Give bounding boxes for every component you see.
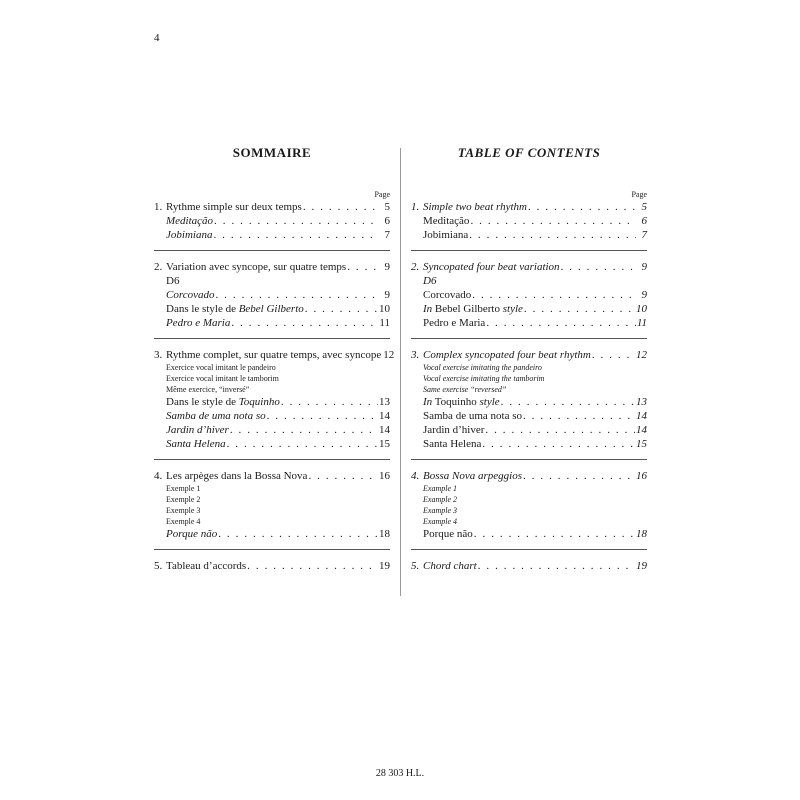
table-of-contents-column bbox=[411, 145, 647, 573]
dot-leader bbox=[501, 395, 635, 409]
entry-title-part: Chord chart bbox=[423, 560, 477, 572]
entry-title-part: In bbox=[423, 303, 433, 315]
toc-entry bbox=[154, 384, 390, 395]
entry-title-part: Samba de uma nota so bbox=[423, 410, 522, 422]
toc-entry bbox=[154, 469, 390, 483]
entry-title bbox=[423, 505, 457, 516]
toc-entry bbox=[411, 409, 647, 423]
entry-title bbox=[423, 483, 457, 494]
entry-title-part: Exemple 4 bbox=[166, 517, 201, 526]
toc-entry bbox=[411, 288, 647, 302]
page-column-header: Page bbox=[374, 190, 390, 199]
entry-title bbox=[423, 228, 468, 242]
entry-page-number: 18 bbox=[379, 528, 390, 540]
section-separator bbox=[411, 549, 647, 550]
toc-entry bbox=[154, 214, 390, 228]
toc-entry bbox=[154, 348, 395, 362]
dot-leader bbox=[213, 228, 379, 242]
entry-title bbox=[166, 214, 213, 228]
sommaire-sections bbox=[154, 200, 395, 573]
dot-leader bbox=[523, 469, 635, 483]
entry-page-number: 16 bbox=[379, 470, 390, 482]
section-separator bbox=[154, 250, 390, 251]
entry-page-number: 19 bbox=[636, 560, 647, 572]
entry-title-part: Pedro e Maria bbox=[423, 317, 486, 329]
entry-title bbox=[423, 384, 506, 395]
entry-title-part: Same exercise “reversed” bbox=[423, 385, 507, 394]
dot-leader bbox=[474, 527, 635, 541]
dot-leader bbox=[528, 200, 636, 214]
toc-entry bbox=[411, 395, 647, 409]
toc-entry bbox=[154, 505, 390, 516]
entry-title bbox=[423, 302, 523, 316]
toc-entry bbox=[411, 200, 647, 214]
entry-title-part: Example 3 bbox=[423, 506, 457, 515]
entry-title bbox=[423, 516, 457, 527]
entry-title bbox=[166, 348, 381, 362]
entry-title bbox=[166, 494, 200, 505]
dot-leader bbox=[486, 316, 636, 330]
toc-entry bbox=[411, 348, 647, 362]
entry-title-part: Pedro e Maria bbox=[166, 317, 231, 329]
entry-number: 5. bbox=[411, 560, 420, 572]
entry-page-number: 14 bbox=[636, 424, 647, 436]
entry-title-part: Samba de uma nota so bbox=[166, 410, 266, 422]
entry-title-part: Porque não bbox=[423, 528, 473, 540]
entry-page-number: 7 bbox=[641, 229, 647, 241]
table-of-contents-sections bbox=[411, 200, 647, 573]
entry-title-part: Santa Helena bbox=[423, 438, 482, 450]
entry-title bbox=[166, 274, 179, 288]
section-separator bbox=[154, 459, 390, 460]
section-separator bbox=[154, 549, 390, 550]
entry-page-number: 6 bbox=[641, 215, 647, 227]
entry-title-part: Example 4 bbox=[423, 517, 457, 526]
dot-leader bbox=[267, 409, 378, 423]
entry-title bbox=[423, 437, 481, 451]
entry-page-number: 14 bbox=[379, 424, 390, 436]
entry-title bbox=[423, 316, 485, 330]
entry-page-number: 9 bbox=[641, 289, 647, 301]
entry-number: 3. bbox=[154, 349, 163, 361]
toc-entry bbox=[411, 316, 647, 330]
entry-title bbox=[423, 395, 500, 409]
dot-leader bbox=[303, 200, 379, 214]
toc-section bbox=[154, 469, 390, 541]
dot-leader bbox=[214, 214, 379, 228]
entry-title bbox=[166, 288, 214, 302]
dot-leader bbox=[215, 288, 379, 302]
toc-entry bbox=[154, 228, 390, 242]
entry-page-number: 12 bbox=[383, 349, 395, 361]
entry-title-part: Exemple 2 bbox=[166, 495, 201, 504]
entry-title-part: Jobimiana bbox=[166, 229, 213, 241]
toc-entry bbox=[154, 483, 390, 494]
dot-leader bbox=[218, 527, 378, 541]
entry-page-number: 9 bbox=[384, 261, 390, 273]
entry-page-number: 13 bbox=[636, 396, 647, 408]
toc-entry bbox=[154, 302, 390, 316]
section-separator bbox=[411, 338, 647, 339]
entry-page-number: 9 bbox=[384, 289, 390, 301]
entry-number: 1. bbox=[154, 201, 163, 213]
toc-entry bbox=[154, 437, 390, 451]
footer-reference: 28 303 H.L. bbox=[375, 768, 425, 779]
entry-title bbox=[423, 373, 544, 384]
toc-section bbox=[154, 559, 390, 573]
entry-page-number: 12 bbox=[636, 349, 647, 361]
entry-title bbox=[166, 409, 266, 423]
column-divider bbox=[400, 148, 401, 596]
entry-title bbox=[166, 423, 229, 437]
dot-leader bbox=[478, 559, 635, 573]
entry-title-part: Jardin d’hiver bbox=[166, 424, 229, 436]
entry-page-number: 11 bbox=[379, 317, 390, 329]
entry-title bbox=[166, 200, 302, 214]
toc-entry bbox=[154, 288, 390, 302]
toc-section bbox=[154, 348, 395, 451]
sommaire-column bbox=[154, 145, 395, 573]
entry-title bbox=[166, 373, 279, 384]
entry-title-part: Porque não bbox=[166, 528, 218, 540]
entry-number: 2. bbox=[154, 261, 163, 273]
entry-title-part: Vocal exercise imitating the tamborim bbox=[423, 374, 545, 383]
dot-leader bbox=[247, 559, 378, 573]
dot-leader bbox=[281, 395, 378, 409]
entry-page-number: 6 bbox=[384, 215, 390, 227]
entry-page-number: 11 bbox=[636, 317, 647, 329]
entry-title-part: Meditação bbox=[423, 215, 470, 227]
toc-entry bbox=[411, 527, 647, 541]
dot-leader bbox=[561, 260, 636, 274]
toc-section bbox=[411, 469, 647, 541]
page-column-header: Page bbox=[631, 190, 647, 199]
entry-title-part: Syncopated four beat variation bbox=[423, 261, 560, 273]
section-separator bbox=[411, 459, 647, 460]
dot-leader bbox=[230, 423, 378, 437]
entry-title bbox=[166, 228, 212, 242]
toc-entry bbox=[154, 516, 390, 527]
toc-entry bbox=[154, 274, 390, 288]
entry-title-part: Example 2 bbox=[423, 495, 457, 504]
entry-page-number: 16 bbox=[636, 470, 647, 482]
toc-section bbox=[411, 559, 647, 573]
entry-title bbox=[166, 437, 226, 451]
entry-title bbox=[423, 348, 591, 362]
entry-title-part: Rythme complet, sur quatre temps, avec syncope bbox=[166, 349, 382, 361]
page-number: 4 bbox=[154, 32, 160, 44]
entry-title-part: Meditação bbox=[166, 215, 214, 227]
entry-title bbox=[423, 362, 542, 373]
entry-title-part: Toquinho bbox=[432, 396, 480, 408]
entry-title bbox=[423, 423, 484, 437]
entry-page-number: 14 bbox=[636, 410, 647, 422]
toc-entry bbox=[154, 260, 390, 274]
entry-title-part: Tableau d’accords bbox=[166, 560, 247, 572]
toc-section bbox=[411, 260, 647, 330]
entry-title bbox=[166, 316, 230, 330]
toc-section bbox=[154, 260, 390, 330]
dot-leader bbox=[305, 302, 378, 316]
entry-title bbox=[166, 516, 200, 527]
toc-entry bbox=[411, 274, 647, 288]
entry-title-part: D6 bbox=[166, 275, 180, 287]
entry-title bbox=[166, 527, 217, 541]
entry-page-number: 9 bbox=[641, 261, 647, 273]
entry-number: 5. bbox=[154, 560, 163, 572]
entry-number: 4. bbox=[411, 470, 420, 482]
dot-leader bbox=[472, 288, 636, 302]
entry-title bbox=[423, 494, 457, 505]
toc-entry bbox=[411, 483, 647, 494]
entry-title bbox=[166, 384, 249, 395]
entry-title bbox=[423, 469, 522, 483]
entry-title bbox=[423, 559, 477, 573]
entry-title-part: Dans le style de bbox=[166, 396, 239, 408]
entry-title bbox=[423, 527, 473, 541]
toc-section bbox=[411, 200, 647, 242]
toc-entry bbox=[154, 494, 390, 505]
entry-page-number: 13 bbox=[379, 396, 390, 408]
sommaire-title: SOMMAIRE bbox=[232, 145, 312, 160]
toc-entry bbox=[154, 559, 390, 573]
section-separator bbox=[411, 250, 647, 251]
entry-title-part: style bbox=[502, 303, 523, 315]
entry-title-part: In bbox=[423, 396, 433, 408]
entry-title bbox=[423, 200, 527, 214]
dot-leader bbox=[523, 409, 635, 423]
entry-title bbox=[423, 409, 522, 423]
toc-entry bbox=[411, 362, 647, 373]
dot-leader bbox=[524, 302, 635, 316]
dot-leader bbox=[347, 260, 379, 274]
dot-leader bbox=[231, 316, 378, 330]
dot-leader bbox=[227, 437, 378, 451]
entry-title-part: Jobimiana bbox=[423, 229, 469, 241]
toc-entry bbox=[411, 228, 647, 242]
toc-entry bbox=[411, 260, 647, 274]
toc-entry bbox=[411, 423, 647, 437]
toc-entry bbox=[411, 384, 647, 395]
toc-entry bbox=[411, 437, 647, 451]
entry-title bbox=[166, 302, 304, 316]
toc-entry bbox=[411, 505, 647, 516]
dot-leader bbox=[308, 469, 378, 483]
entry-title-part: Exercice vocal imitant le pandeiro bbox=[166, 363, 276, 372]
entry-title-part: Même exercice, “inversé” bbox=[166, 385, 250, 394]
entry-title bbox=[166, 260, 346, 274]
entry-title-part: Complex syncopated four beat rhythm bbox=[423, 349, 591, 361]
toc-entry bbox=[154, 362, 390, 373]
toc-entry bbox=[411, 214, 647, 228]
entry-title-part: Exemple 3 bbox=[166, 506, 201, 515]
entry-page-number: 19 bbox=[379, 560, 390, 572]
entry-title bbox=[166, 362, 276, 373]
entry-title bbox=[423, 274, 436, 288]
toc-section bbox=[154, 200, 390, 242]
toc-entry bbox=[154, 409, 390, 423]
entry-title-part: Dans le style de bbox=[166, 303, 239, 315]
toc-entry bbox=[154, 316, 390, 330]
entry-title-part: Santa Helena bbox=[166, 438, 226, 450]
entry-title-part: Toquinho bbox=[238, 396, 280, 408]
entry-title-part: Bossa Nova arpeggios bbox=[423, 470, 522, 482]
toc-entry bbox=[411, 559, 647, 573]
entry-number: 1. bbox=[411, 201, 420, 213]
entry-number: 3. bbox=[411, 349, 420, 361]
entry-number: 4. bbox=[154, 470, 163, 482]
entry-page-number: 10 bbox=[636, 303, 647, 315]
toc-entry bbox=[154, 200, 390, 214]
entry-page-number: 15 bbox=[379, 438, 390, 450]
entry-page-number: 5 bbox=[384, 201, 390, 213]
entry-title bbox=[423, 288, 471, 302]
toc-entry bbox=[154, 527, 390, 541]
entry-title-part: Example 1 bbox=[423, 484, 457, 493]
toc-entry bbox=[154, 395, 390, 409]
entry-title bbox=[166, 505, 200, 516]
dot-leader bbox=[482, 437, 635, 451]
dot-leader bbox=[485, 423, 635, 437]
entry-page-number: 18 bbox=[636, 528, 647, 540]
entry-title-part: Corcovado bbox=[423, 289, 472, 301]
entry-title bbox=[166, 559, 246, 573]
entry-title-part: Corcovado bbox=[166, 289, 215, 301]
entry-title bbox=[423, 260, 560, 274]
entry-title-part: Bebel Gilberto bbox=[238, 303, 304, 315]
toc-entry bbox=[154, 423, 390, 437]
entry-title-part: Les arpèges dans la Bossa Nova bbox=[166, 470, 308, 482]
entry-title bbox=[166, 469, 307, 483]
entry-title-part: Variation avec syncope, sur quatre temps bbox=[166, 261, 347, 273]
entry-title bbox=[166, 483, 200, 494]
entry-page-number: 5 bbox=[641, 201, 647, 213]
entry-title-part: Vocal exercise imitating the pandeiro bbox=[423, 363, 542, 372]
dot-leader bbox=[592, 348, 635, 362]
entry-title-part: style bbox=[479, 396, 500, 408]
entry-title-part: Rythme simple sur deux temps bbox=[166, 201, 302, 213]
toc-entry bbox=[411, 373, 647, 384]
entry-title-part: Exercice vocal imitant le tamborim bbox=[166, 374, 279, 383]
entry-page-number: 10 bbox=[379, 303, 390, 315]
dot-leader bbox=[469, 228, 636, 242]
entry-title-part: Simple two beat rhythm bbox=[423, 201, 527, 213]
entry-page-number: 14 bbox=[379, 410, 390, 422]
dot-leader bbox=[470, 214, 636, 228]
entry-title-part: D6 bbox=[423, 275, 437, 287]
toc-entry bbox=[154, 373, 390, 384]
entry-page-number: 15 bbox=[636, 438, 647, 450]
entry-title-part: Bebel Gilberto bbox=[432, 303, 503, 315]
toc-section bbox=[411, 348, 647, 451]
entry-title bbox=[423, 214, 469, 228]
entry-title-part: Jardin d’hiver bbox=[423, 424, 485, 436]
entry-number: 2. bbox=[411, 261, 420, 273]
entry-title-part: Exemple 1 bbox=[166, 484, 201, 493]
toc-entry bbox=[411, 494, 647, 505]
table-of-contents-title: TABLE OF CONTENTS bbox=[457, 145, 601, 160]
section-separator bbox=[154, 338, 390, 339]
toc-entry bbox=[411, 302, 647, 316]
entry-page-number: 7 bbox=[384, 229, 390, 241]
toc-entry bbox=[411, 516, 647, 527]
toc-entry bbox=[411, 469, 647, 483]
entry-title bbox=[166, 395, 280, 409]
